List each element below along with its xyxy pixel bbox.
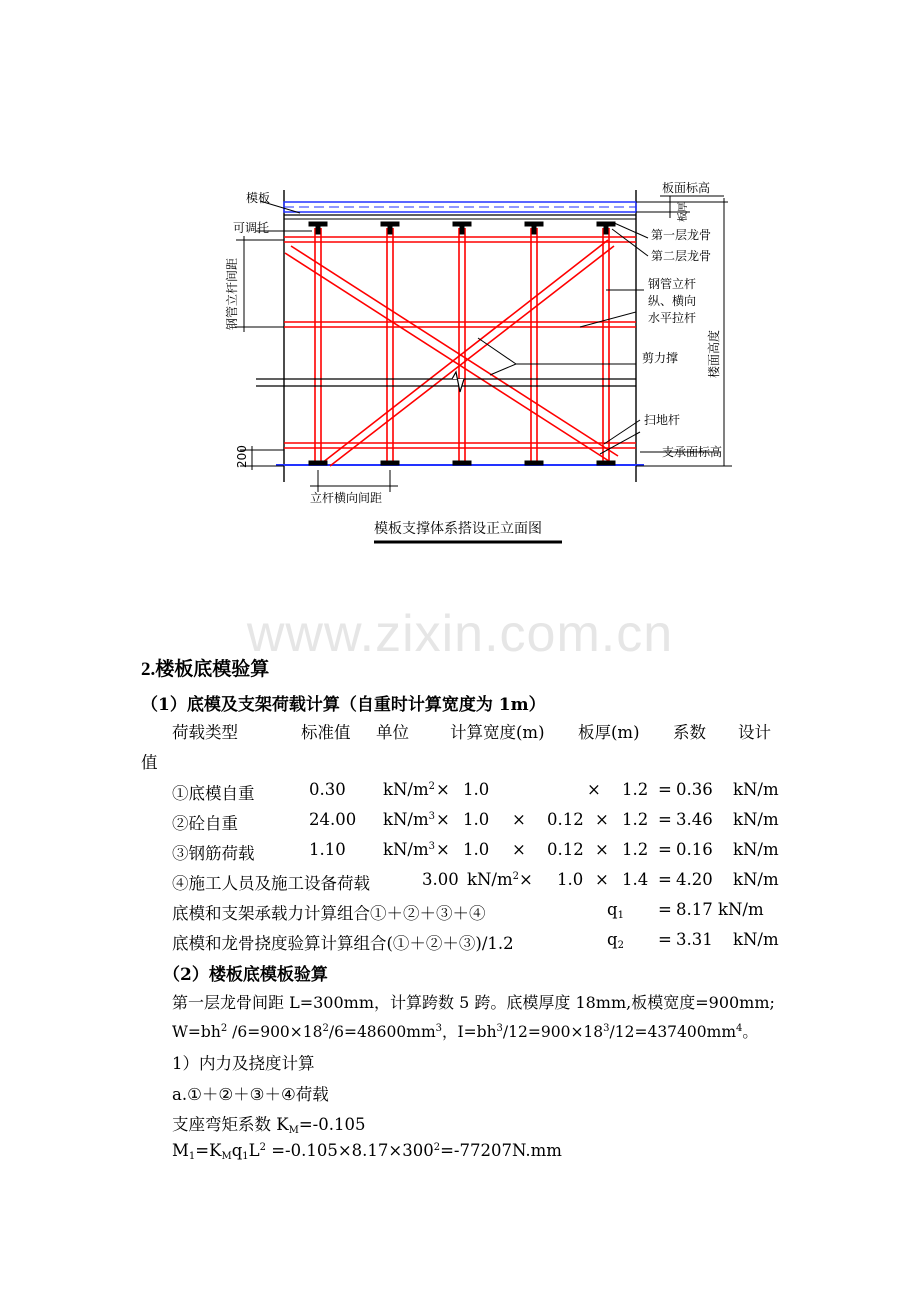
- label-slab-elevation: 板面标高: [662, 181, 711, 195]
- times-sign: ×: [519, 870, 533, 889]
- figure-caption: 模板支撑体系搭设正立面图: [374, 521, 542, 537]
- label-support-elevation: 支承面标高: [662, 445, 723, 459]
- steel-pipe-frame: [284, 228, 636, 466]
- subsection-1-title: （1）底模及支架荷载计算（自重时计算宽度为 1m）: [141, 695, 546, 715]
- section-title: 2.楼板底模验算: [141, 659, 270, 680]
- load-width: 1.0: [463, 810, 490, 829]
- label-horizontal-bar-2: 水平拉杆: [648, 311, 697, 325]
- scaffold-elevation-figure: [0, 0, 920, 560]
- load-width: 1.0: [463, 840, 490, 859]
- label-sweep-bar: 扫地杆: [644, 413, 681, 427]
- times-sign: ×: [587, 780, 601, 799]
- load-name: ④施工人员及施工设备荷载: [172, 874, 370, 893]
- header-coef: 系数: [673, 723, 706, 742]
- item-internal-force: 1）内力及挠度计算: [172, 1054, 315, 1073]
- load-name: ③钢筋荷载: [172, 844, 255, 863]
- label-dim-200: 200: [235, 445, 249, 468]
- load-thick: 0.12: [547, 840, 584, 859]
- header-type: 荷载类型: [172, 723, 238, 742]
- unit-exponent: 2: [428, 781, 436, 792]
- load-width: 1.0: [463, 780, 490, 799]
- label-transverse-spacing: 立杆横向间距: [310, 491, 383, 505]
- combination-symbol: $q_1$: [607, 900, 624, 921]
- combination-text: 底模和支架承载力计算组合①＋②＋③＋④: [172, 904, 486, 923]
- label-horizontal-bar-1: 纵、横向: [648, 294, 697, 308]
- adjustable-supports: [309, 222, 615, 465]
- label-adjustable-support: 可调托: [233, 221, 270, 235]
- times-sign: ×: [512, 810, 526, 829]
- load-std: 3.00: [422, 870, 459, 889]
- equals-sign: =: [658, 870, 672, 889]
- watermark: www.zixin.com.cn: [246, 605, 674, 663]
- load-unit: $kN/m^3$: [383, 810, 436, 829]
- header-design-a: 设计: [738, 723, 771, 742]
- load-coef: 1.2: [622, 840, 649, 859]
- times-sign: ×: [595, 870, 609, 889]
- equals-sign: =: [658, 810, 672, 829]
- paragraph-keel-spacing: 第一层龙骨间距 L=300mm，计算跨数 5 跨。底模厚度 18mm,板模宽度=900mm;: [172, 993, 775, 1012]
- label-floor-height: 楼面高度: [707, 329, 721, 378]
- header-unit: 单位: [376, 723, 409, 742]
- load-coef: 1.2: [622, 780, 649, 799]
- load-std: 24.00: [309, 810, 357, 829]
- moment-coefficient-line: 支座弯矩系数 $K_M=-0.105$: [172, 1115, 366, 1136]
- combination-symbol: $q_2$: [607, 930, 624, 951]
- label-scissor-brace: 剪力撑: [642, 351, 679, 365]
- load-name: ②砼自重: [172, 814, 238, 833]
- equals-sign: =: [658, 900, 672, 919]
- load-value-unit: kN/m: [733, 870, 779, 889]
- load-unit: $kN/m^3$: [383, 840, 436, 859]
- subsection-2-title: （2）楼板底模板验算: [163, 965, 328, 985]
- load-value: 4.20: [676, 870, 713, 889]
- load-value: 3.46: [676, 810, 713, 829]
- paragraph-section-modulus: $W=bh^2$ $/6=900\times 18^2/6=48600mm^3$，$I=bh^3/12=900\times 18^3/12=437400mm^4$。: [172, 1023, 758, 1041]
- load-value-unit: kN/m: [733, 840, 779, 859]
- load-width: 1.0: [557, 870, 584, 889]
- header-design-b: 值: [141, 753, 158, 772]
- item-load-combination-a: a.①＋②＋③＋④荷载: [172, 1085, 329, 1104]
- times-sign: ×: [436, 810, 450, 829]
- combination-value: 8.17 kN/m: [676, 900, 764, 919]
- equals-sign: =: [658, 840, 672, 859]
- times-sign: ×: [436, 780, 450, 799]
- combination-value: 3.31: [676, 930, 713, 949]
- times-sign: ×: [436, 840, 450, 859]
- load-value: 0.16: [676, 840, 713, 859]
- equals-sign: =: [658, 930, 672, 949]
- load-std: 0.30: [309, 780, 346, 799]
- load-value-unit: kN/m: [733, 810, 779, 829]
- bottom-dimension: [310, 470, 398, 492]
- load-name: ①底模自重: [172, 784, 255, 803]
- symbol-subscript: 1: [617, 910, 624, 921]
- header-width: 计算宽度(m): [450, 723, 545, 742]
- combination-text: 底模和龙骨挠度验算计算组合(①＋②＋③)/1.2: [172, 934, 514, 953]
- symbol-subscript: 2: [617, 940, 624, 951]
- load-coef: 1.4: [622, 870, 649, 889]
- header-thick: 板厚(m): [578, 723, 640, 742]
- slab: [284, 202, 636, 219]
- times-sign: ×: [595, 810, 609, 829]
- times-sign: ×: [595, 840, 609, 859]
- load-coef: 1.2: [622, 810, 649, 829]
- label-first-keel: 第一层龙骨: [651, 228, 712, 242]
- label-second-keel: 第二层龙骨: [651, 249, 712, 263]
- break-line: [256, 372, 636, 392]
- label-pole-spacing: 钢管立杆间距: [225, 257, 239, 330]
- load-std: 1.10: [309, 840, 346, 859]
- load-value-unit: kN/m: [733, 780, 779, 799]
- unit-exponent: 3: [428, 841, 436, 852]
- unit-exponent: 3: [428, 811, 436, 822]
- combination-unit: kN/m: [733, 930, 779, 949]
- moment-formula-line: $M_1=K_Mq_1L^2 =-0.105\times 8.17\times 300^2=-77207N.mm$: [172, 1141, 562, 1162]
- equals-sign: =: [658, 780, 672, 799]
- load-thick: 0.12: [547, 810, 584, 829]
- times-sign: ×: [512, 840, 526, 859]
- label-steel-pole: 钢管立杆: [648, 277, 697, 291]
- label-slab-thickness: 板厚: [678, 202, 689, 222]
- unit-exponent: 2: [512, 871, 520, 882]
- load-value: 0.36: [676, 780, 713, 799]
- load-unit: $kN/m^2$: [467, 870, 520, 889]
- label-formwork: 模板: [246, 191, 271, 205]
- header-std: 标准值: [301, 723, 351, 742]
- load-unit: $kN/m^2$: [383, 780, 436, 799]
